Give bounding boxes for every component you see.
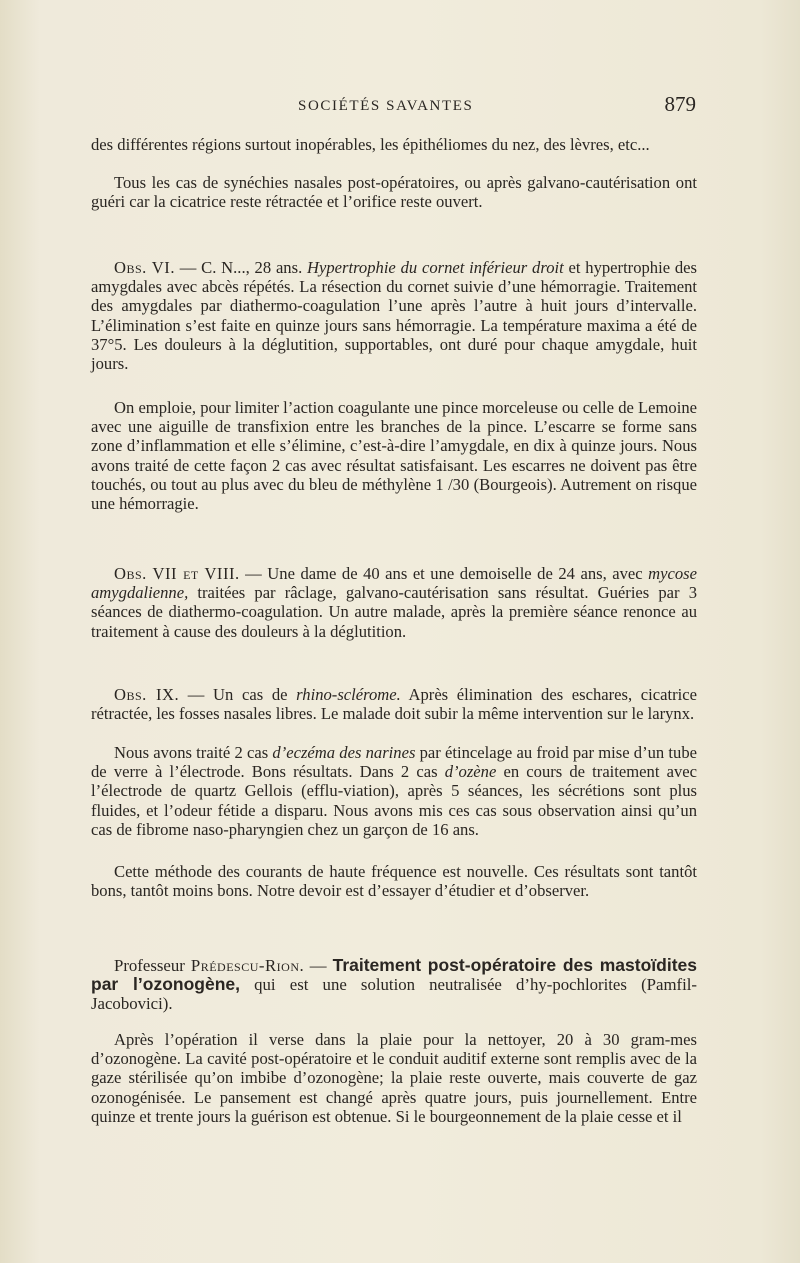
paragraph-method (91, 398, 697, 513)
paragraph-text: On emploie, pour limiter l’action coagulante une pince morceleuse ou celle de Lemoine avec une aiguille de transfixion entre les branches de la pince. L’escarre se forme sans zone d’inflammation et elle s’élimine, c’est-à-dire l’amygdale, en dix à quinze jours. Nous avons traité de cette façon 2 cas avec résultat satisfaisant. Les escarres ne doivent pas être touchés, ou tout au plus avec du bleu de méthylène 1 /30 (Bourgeois). Autrement on risque une hémorragie. (91, 398, 697, 514)
paragraph-text: en cours de traitement avec l’électrode de quartz Gellois (efflu-viation), après 5 séances, les sécrétions sont plus fluides, et l’odeur fétide a disparu. Nous avons mis ces cas sous observation ainsi qu’un cas de fibrome naso-pharyngien chez un garçon de 16 ans. (91, 762, 697, 839)
paragraph-lead: Nous avons traité 2 cas (114, 743, 273, 762)
paragraph-procedure (91, 1030, 697, 1126)
paragraph-text: des différentes régions surtout inopérables, les épithéliomes du nez, des lèvres, etc... (91, 135, 650, 154)
observation-lead: — Une dame de 40 ans et une demoiselle de 24 ans, avec (239, 564, 649, 583)
communication-title: Traitement post-opératoire des mastoïdites par l’ozonogène, (91, 955, 697, 995)
observation-9 (91, 685, 697, 723)
paragraph-eczema (91, 743, 697, 839)
observation-lead: — C. N..., 28 ans. (174, 258, 308, 277)
observation-title: Hypertrophie du cornet inférieur droit (307, 258, 564, 277)
observation-label: Obs. VII et VIII. (114, 564, 240, 583)
paragraph-italic: d’ozène (444, 762, 497, 782)
paragraph-synechies (91, 173, 697, 211)
paragraph-text: par étincelage au froid par mise d’un tube de verre à l’électrode. Bons résultats. Dans 2 cas (91, 743, 698, 782)
paragraph-conclusion (91, 862, 697, 900)
paragraph-italic: d’eczéma des narines (272, 743, 416, 762)
observation-italic: rhino-sclérome. (296, 685, 401, 704)
paragraph-text: Tous les cas de synéchies nasales post-opératoires, ou après galvano-cautérisation ont guéri car la cicatrice reste rétractée et l’orifice reste ouvert. (91, 173, 697, 212)
observation-italic: mycose amygdalienne, (91, 564, 697, 603)
observation-text: Après élimination des eschares, cicatrice rétractée, les fosses nasales libres. Le malade doit subir la même intervention sur le larynx. (91, 685, 697, 724)
author-name: Prédescu-Rion (190, 956, 300, 975)
page-number: 879 (664, 92, 696, 116)
paragraph-text: Après l’opération il verse dans la plaie pour la nettoyer, 20 à 30 gram-mes d’ozonogène. La cavité post-opératoire et le conduit auditif externe sont remplis avec de la gaze stérilisée qu’on imbibe d’ozonogène; la plaie reste ouverte, mais couverte de gaz ozonogénisée. Le pansement est changé après quatre jours, puis journellement. Entre quinze et trente jours la guérison est obtenue. Si le bourgeonnement de la plaie cesse et il (91, 1030, 697, 1126)
observation-7-8 (91, 564, 697, 641)
author-prefix: Professeur (114, 956, 191, 975)
observation-text: traitées par râclage, galvano-cautérisation sans résultat. Guéries par 3 séances de diathermo-coagulation. Un autre malade, après la première séance renonce au traitement à cause des douleurs à la déglutition. (91, 583, 697, 641)
observation-label: Obs. IX. (114, 685, 180, 704)
observation-6 (91, 258, 697, 373)
running-title: SOCIÉTÉS SAVANTES (298, 98, 474, 114)
observation-label: Obs. VI. (114, 258, 175, 277)
paragraph-text: Cette méthode des courants de haute fréquence est nouvelle. Ces résultats sont tantôt bons, tantôt moins bons. Notre devoir est d’essayer d’étudier et d’observer. (91, 862, 697, 901)
communication-text: qui est une solution neutralisée d’hy-pochlorites (Pamfil-Jacobovici). (91, 975, 697, 1014)
title-dash: . — (299, 956, 333, 975)
communication-heading (91, 956, 697, 1014)
observation-text: et hypertrophie des amygdales avec abcès répétés. La résection du cornet suivie d’une hémorragie. Traitement des amygdales par diathermo-coagulation l’une après l’autre à huit jours d’intervalle. L’élimination s’est faite en quinze jours sans hémorragie. La température maxima a été de 37°5. Les douleurs à la déglutition, supportables, ont duré pour chaque amygdale, huit jours. (91, 258, 697, 374)
paragraph-continuation (91, 135, 697, 154)
observation-lead: — Un cas de (179, 685, 297, 704)
